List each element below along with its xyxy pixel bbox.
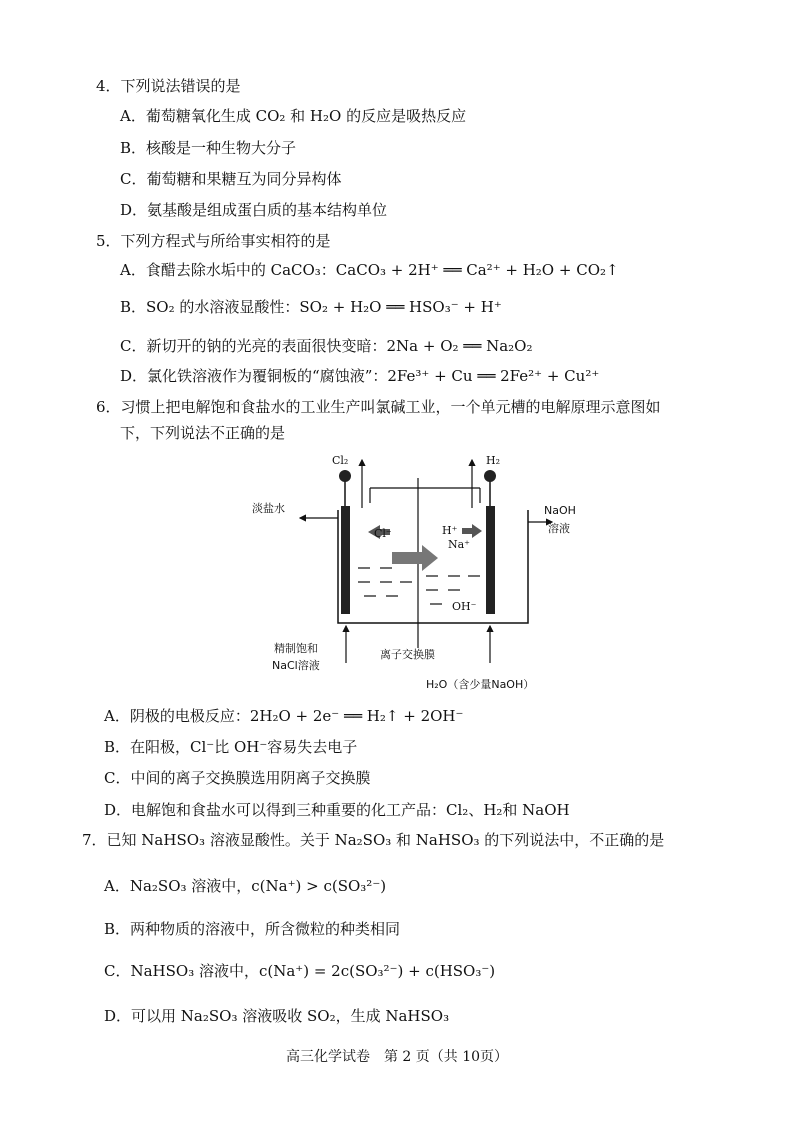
q7-option-a: A．Na₂SO₃ 溶液中，c(Na⁺) > c(SO₃²⁻)	[104, 877, 387, 895]
q6-option-c: C．中间的离子交换膜选用阴离子交换膜	[104, 769, 371, 787]
h-migration-arrow	[462, 524, 482, 538]
q7-option-d: D．可以用 Na₂SO₃ 溶液吸收 SO₂，生成 NaHSO₃	[104, 1007, 450, 1025]
na-migration-arrow	[392, 545, 438, 571]
q6-option-a: A．阴极的电极反应：2H₂O + 2e⁻ ══ H₂↑ + 2OH⁻	[104, 707, 464, 725]
electrolysis-diagram	[250, 448, 590, 698]
cl-ion-label: Cl⁻	[374, 527, 392, 540]
q5-option-d: D．氯化铁溶液作为覆铜板的“腐蚀液”：2Fe³⁺ + Cu ══ 2Fe²⁺ + Cu²⁺	[120, 367, 600, 385]
q5-option-a: A．食醋去除水垢中的 CaCO₃：CaCO₃ + 2H⁺ ══ Ca²⁺ + H₂O + CO₂↑	[120, 261, 619, 279]
solution-dashes	[358, 568, 480, 604]
q6-stem-line1: 6．习惯上把电解饱和食盐水的工业生产叫氯碱工业，一个单元槽的电解原理示意图如	[96, 398, 661, 416]
membrane-label: 离子交换膜	[380, 648, 435, 661]
q4-option-c: C．葡萄糖和果糖互为同分异构体	[120, 170, 342, 188]
q7-option-c: C．NaHSO₃ 溶液中，c(Na⁺) = 2c(SO₃²⁻) + c(HSO₃⁻)	[104, 962, 496, 980]
feed-label-1: 精制饱和	[274, 642, 318, 655]
q4-option-b: B．核酸是一种生物大分子	[120, 139, 297, 157]
h2-label: H₂	[486, 454, 501, 467]
q6-stem-line2: 下，下列说法不正确的是	[120, 424, 286, 442]
feed-label-2: NaCl溶液	[272, 659, 320, 672]
h-ion-label: H⁺	[442, 524, 458, 537]
q4-option-d: D．氨基酸是组成蛋白质的基本结构单位	[120, 201, 388, 219]
water-in-label: H₂O（含少量NaOH）	[426, 678, 535, 691]
anode-electrode	[341, 506, 350, 614]
oh-ion-label: OH⁻	[452, 600, 477, 613]
q5-option-c: C．新切开的钠的光亮的表面很快变暗：2Na + O₂ ══ Na₂O₂	[120, 337, 533, 355]
cathode-electrode	[486, 506, 495, 614]
tank-outline	[338, 510, 528, 623]
q6-option-b: B．在阳极，Cl⁻比 OH⁻容易失去电子	[104, 738, 358, 756]
dilute-brine-label: 淡盐水	[252, 502, 285, 515]
naoh-out-label-2: 溶液	[548, 522, 570, 535]
q7-option-b: B．两种物质的溶液中，所含微粒的种类相同	[104, 920, 401, 938]
electrolysis-cell-figure	[250, 448, 590, 698]
naoh-out-label-1: NaOH	[544, 504, 576, 517]
q5-option-b: B．SO₂ 的水溶液显酸性：SO₂ + H₂O ══ HSO₃⁻ + H⁺	[120, 298, 502, 316]
na-ion-label: Na⁺	[448, 538, 470, 551]
q4-option-a: A．葡萄糖氧化生成 CO₂ 和 H₂O 的反应是吸热反应	[120, 107, 467, 125]
q7-stem: 7．已知 NaHSO₃ 溶液显酸性。关于 Na₂SO₃ 和 NaHSO₃ 的下列说法中，不正确的是	[82, 831, 665, 849]
q4-stem: 4．下列说法错误的是	[96, 77, 241, 95]
q5-stem: 5．下列方程式与所给事实相符的是	[96, 232, 331, 250]
cl2-label: Cl₂	[332, 454, 349, 467]
q6-option-d: D．电解饱和食盐水可以得到三种重要的化工产品：Cl₂、H₂和 NaOH	[104, 801, 570, 819]
page-footer: 高三化学试卷 第 2 页（共 10页）	[285, 1049, 509, 1065]
